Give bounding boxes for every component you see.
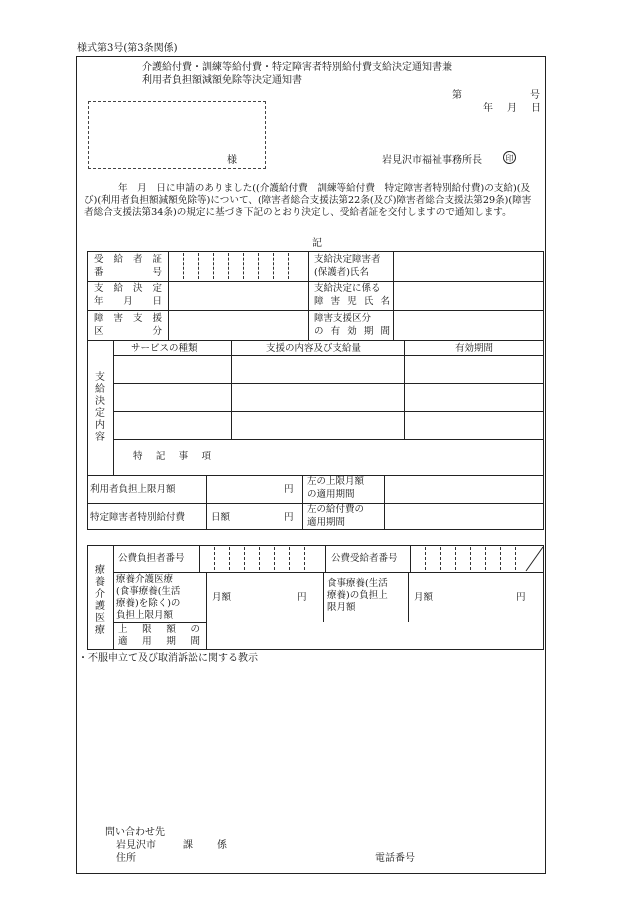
daily-amount-label: 日額 — [211, 512, 231, 523]
guardian-label-2: (保護者)氏名 — [314, 267, 369, 278]
support-class-label-1: 障 害 支 援 — [94, 313, 162, 324]
seal-icon: 印 — [503, 151, 516, 164]
child-label-2: 障 害 児 氏 名 — [314, 296, 390, 307]
date-month: 月 — [507, 103, 517, 114]
meal-label-2: 療養)の負担上 — [327, 590, 388, 601]
burden-limit-label: 利用者負担上限月額 — [90, 484, 176, 495]
title-line-1: 介護給付費・訓練等給付費・特定障害者特別給付費支給決定通知書兼 — [142, 62, 452, 73]
burden-yen: 円 — [284, 484, 294, 495]
support-class-label-2: 区 分 — [94, 326, 162, 337]
recipient-address-box[interactable] — [88, 101, 266, 169]
form-id: 様式第3号(第3条関係) — [77, 43, 178, 54]
meal-label-1: 食事療養(生活 — [327, 578, 388, 589]
medical-side-label: 療養介護医療 — [95, 565, 105, 636]
decision-date-label-2: 年 月 日 — [94, 296, 162, 307]
burden-monthly-label: 月額 — [212, 592, 232, 603]
benefit-period-label-1: 左の給付費の — [307, 504, 365, 515]
contact-city: 岩見沢市 — [116, 840, 156, 851]
decision-content-label: 支給決定内容 — [95, 372, 105, 443]
body-text: 年 月 日に申請のありました((介護給付費 訓練等給付費 特定障害者特別給付費)の支給)(及び)(利用者負担額減額免除等)について、(障害者総合支援法第22条(及び)障害者総合支援法第29条)(障害者総合支援法第34条)の規定に基づき下記のとおり決定し、受給者証を交付しますので通知します。 — [84, 183, 532, 219]
limit-period-label-1: 上 限 額 の — [118, 624, 200, 635]
decision-date-label-1: 支 給 決 定 — [94, 283, 162, 294]
meal-yen: 円 — [516, 592, 526, 603]
contact-phone: 電話番号 — [375, 853, 415, 864]
contact-kakari: 係 — [217, 840, 227, 851]
public-recipient-no-label: 公費受給者番号 — [331, 553, 398, 564]
col-service-header: サービスの種類 — [131, 343, 198, 354]
recipient-no-label-1: 受 給 者 証 — [94, 254, 162, 265]
contact-address: 住所 — [116, 853, 136, 864]
ki-label: 記 — [312, 238, 322, 249]
number-dai: 第 — [452, 90, 462, 101]
burden-period-label-1: 左の上限月額 — [307, 476, 365, 487]
recipient-suffix: 様 — [227, 155, 237, 166]
benefit-period-label-2: 適用期間 — [307, 517, 346, 528]
diagonal-slash — [525, 546, 544, 572]
burden-label-1: 療養介護医療 — [116, 574, 174, 585]
contact-heading: 問い合わせ先 — [105, 827, 165, 838]
date-year: 年 — [483, 103, 493, 114]
issuer: 岩見沢市福祉事務所長 — [382, 155, 482, 166]
burden-medical-yen: 円 — [297, 592, 307, 603]
limit-period-label-2: 適 用 期 間 — [118, 636, 200, 647]
meal-monthly-label: 月額 — [414, 592, 434, 603]
special-benefit-label: 特定障害者特別給付費 — [90, 512, 186, 523]
col-amount-header: 支援の内容及び支給量 — [266, 343, 362, 354]
child-label-1: 支給決定に係る — [314, 283, 381, 294]
guardian-label-1: 支給決定障害者 — [314, 254, 381, 265]
class-period-label-2: の 有 効 期 間 — [314, 326, 390, 337]
special-notes-label: 特 記 事 項 — [133, 451, 211, 462]
date-day: 日 — [531, 103, 541, 114]
class-period-label-1: 障害支援区分 — [314, 313, 372, 324]
col-period-header: 有効期間 — [455, 343, 494, 354]
burden-period-label-2: の適用期間 — [307, 489, 355, 500]
burden-label-2: (食事療養(生活 — [116, 586, 181, 597]
number-go: 号 — [530, 90, 540, 101]
benefit-yen: 円 — [284, 512, 294, 523]
burden-label-3: 療養)を除く)の — [116, 598, 181, 609]
public-payer-no-label: 公費負担者番号 — [118, 553, 185, 564]
recipient-no-label-2: 番 号 — [94, 267, 162, 278]
title-line-2: 利用者負担額減額免除等決定通知書 — [142, 75, 302, 86]
appeal-notice: ・不服申立て及び取消訴訟に関する教示 — [78, 653, 258, 664]
burden-label-4: 負担上限月額 — [116, 610, 174, 621]
contact-ka: 課 — [183, 840, 193, 851]
meal-label-3: 限月額 — [327, 602, 356, 613]
